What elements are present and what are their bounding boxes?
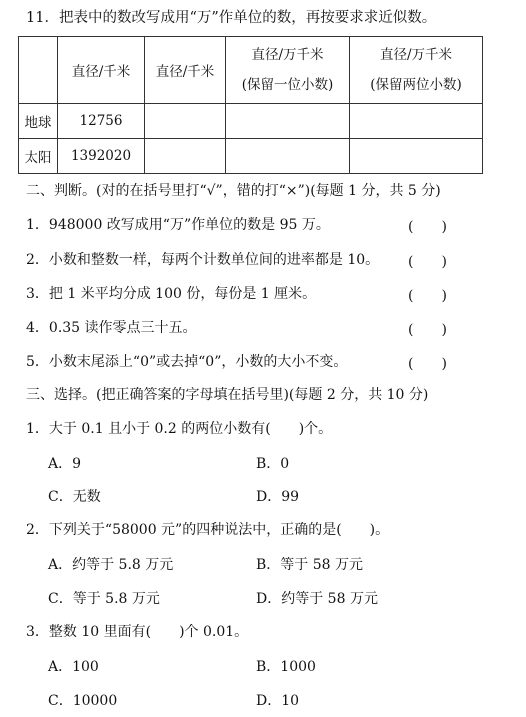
choice-question-3: 3．整数 10 里面有( )个 0.01。	[26, 624, 249, 640]
answer-paren[interactable]: ( )	[408, 322, 447, 338]
section-3-title: 三、选择。(把正确答案的字母填在括号里)(每题 2 分，共 10 分)	[26, 387, 429, 403]
answer-paren[interactable]: ( )	[408, 219, 447, 235]
table-header-km-1: 直径/千米	[58, 37, 145, 104]
option-a[interactable]: A．100	[48, 659, 99, 675]
option-b[interactable]: B．0	[256, 456, 290, 472]
choice-question-2: 2．下列关于“58000 元”的四种说法中，正确的是( )。	[26, 522, 390, 538]
choice-question-1: 1．大于 0.1 且小于 0.2 的两位小数有( )个。	[26, 421, 333, 437]
option-c[interactable]: C．等于 5.8 万元	[48, 591, 160, 607]
option-a[interactable]: A．约等于 5.8 万元	[48, 557, 174, 573]
header-unit-label: 直径/万千米	[379, 47, 453, 63]
option-d[interactable]: D．约等于 58 万元	[256, 591, 378, 607]
answer-cell[interactable]	[350, 139, 483, 174]
judge-item-4: 4．0.35 读作零点三十五。	[26, 320, 197, 336]
question-11-stem: 11．把表中的数改写成用“万”作单位的数，再按要求求近似数。	[26, 10, 437, 26]
option-d[interactable]: D．99	[256, 489, 300, 505]
judge-item-1: 1．948000 改写成用“万”作单位的数是 95 万。	[26, 217, 330, 233]
row-name-sun: 太阳	[19, 139, 58, 174]
table-header-km-2: 直径/千米	[145, 37, 226, 104]
judge-item-2: 2．小数和整数一样，每两个计数单位间的进率都是 10。	[26, 252, 380, 268]
header-round-two-decimals: (保留两位小数)	[370, 77, 462, 93]
table-header-row	[19, 37, 483, 104]
answer-cell[interactable]	[226, 139, 350, 174]
answer-paren[interactable]: ( )	[408, 254, 447, 270]
answer-cell[interactable]	[145, 139, 226, 174]
answer-paren[interactable]: ( )	[408, 356, 447, 372]
table-row-earth	[19, 104, 483, 139]
option-a[interactable]: A．9	[48, 456, 82, 472]
table-row-sun	[19, 139, 483, 174]
answer-cell[interactable]	[226, 104, 350, 139]
option-c[interactable]: C．10000	[48, 693, 118, 709]
row-value-sun: 1392020	[58, 139, 145, 174]
option-b[interactable]: B．1000	[256, 659, 316, 675]
table-header-two-decimals	[350, 37, 483, 104]
judge-item-3: 3．把 1 米平均分成 100 份，每份是 1 厘米。	[26, 286, 317, 302]
diameter-table	[18, 36, 483, 174]
option-b[interactable]: B．等于 58 万元	[256, 557, 364, 573]
header-round-one-decimal: (保留一位小数)	[241, 77, 334, 93]
row-value-earth: 12756	[58, 104, 145, 139]
row-name-earth: 地球	[19, 104, 58, 139]
option-c[interactable]: C．无数	[48, 489, 101, 505]
header-unit-label: 直径/万千米	[251, 47, 324, 63]
answer-paren[interactable]: ( )	[408, 288, 447, 304]
table-header-blank	[19, 37, 58, 104]
judge-item-5: 5．小数末尾添上“0”或去掉“0”，小数的大小不变。	[26, 354, 348, 370]
answer-cell[interactable]	[145, 104, 226, 139]
option-d[interactable]: D．10	[256, 693, 300, 709]
answer-cell[interactable]	[350, 104, 483, 139]
table-header-one-decimal	[226, 37, 350, 104]
section-2-title: 二、判断。(对的在括号里打“√”，错的打“×”)(每题 1 分，共 5 分)	[26, 183, 441, 199]
